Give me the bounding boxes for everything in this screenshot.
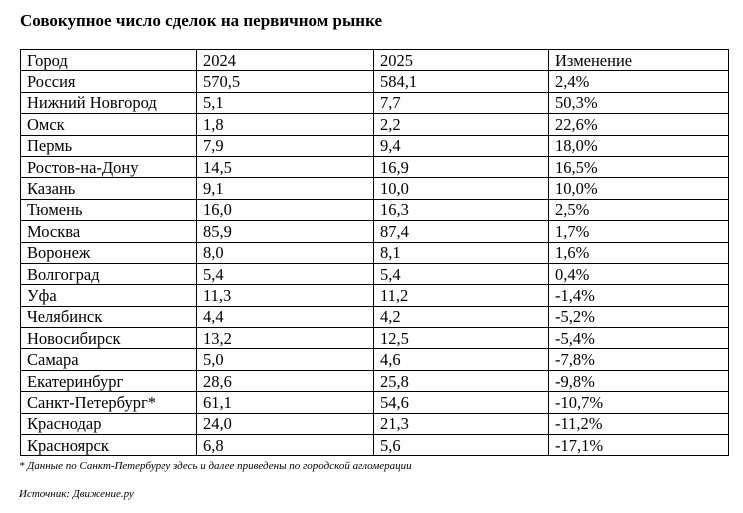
cell-city: Новосибирск xyxy=(21,328,197,349)
cell-year-2025: 21,3 xyxy=(374,413,549,434)
cell-change: 10,0% xyxy=(549,178,729,199)
cell-change: 2,5% xyxy=(549,199,729,220)
cell-year-2024: 11,3 xyxy=(197,285,374,306)
cell-year-2024: 1,8 xyxy=(197,114,374,135)
cell-city: Омск xyxy=(21,114,197,135)
table-row xyxy=(21,349,729,370)
deals-table xyxy=(20,49,729,456)
cell-change: 1,7% xyxy=(549,221,729,242)
cell-city: Красноярск xyxy=(21,435,197,456)
cell-city: Москва xyxy=(21,221,197,242)
cell-year-2024: 24,0 xyxy=(197,413,374,434)
cell-year-2025: 16,9 xyxy=(374,156,549,177)
header-cell-change: Изменение xyxy=(549,50,729,71)
table-row xyxy=(21,92,729,113)
cell-change: 16,5% xyxy=(549,156,729,177)
cell-year-2025: 25,8 xyxy=(374,370,549,391)
cell-year-2025: 16,3 xyxy=(374,199,549,220)
table-row xyxy=(21,242,729,263)
cell-year-2024: 9,1 xyxy=(197,178,374,199)
cell-year-2025: 4,6 xyxy=(374,349,549,370)
cell-year-2025: 8,1 xyxy=(374,242,549,263)
cell-year-2025: 4,2 xyxy=(374,306,549,327)
cell-year-2024: 7,9 xyxy=(197,135,374,156)
table-row xyxy=(21,221,729,242)
table-row xyxy=(21,392,729,413)
cell-city: Челябинск xyxy=(21,306,197,327)
cell-city: Уфа xyxy=(21,285,197,306)
cell-year-2024: 5,0 xyxy=(197,349,374,370)
cell-year-2024: 28,6 xyxy=(197,370,374,391)
cell-city: Ростов-на-Дону xyxy=(21,156,197,177)
cell-year-2025: 2,2 xyxy=(374,114,549,135)
cell-city: Екатеринбург xyxy=(21,370,197,391)
cell-change: 1,6% xyxy=(549,242,729,263)
cell-year-2025: 5,6 xyxy=(374,435,549,456)
cell-year-2024: 85,9 xyxy=(197,221,374,242)
cell-city: Воронеж xyxy=(21,242,197,263)
cell-city: Нижний Новгород xyxy=(21,92,197,113)
cell-change: -17,1% xyxy=(549,435,729,456)
table-row xyxy=(21,71,729,92)
cell-year-2025: 10,0 xyxy=(374,178,549,199)
cell-year-2024: 570,5 xyxy=(197,71,374,92)
cell-year-2025: 9,4 xyxy=(374,135,549,156)
table-header-row xyxy=(21,50,729,71)
cell-change: -9,8% xyxy=(549,370,729,391)
cell-year-2024: 14,5 xyxy=(197,156,374,177)
cell-city: Казань xyxy=(21,178,197,199)
table-row xyxy=(21,114,729,135)
table-row xyxy=(21,370,729,391)
cell-change: -5,2% xyxy=(549,306,729,327)
cell-year-2025: 12,5 xyxy=(374,328,549,349)
cell-city: Тюмень xyxy=(21,199,197,220)
cell-year-2025: 584,1 xyxy=(374,71,549,92)
cell-city: Санкт-Петербург* xyxy=(21,392,197,413)
document-title: Совокупное число сделок на первичном рынке xyxy=(20,11,382,30)
cell-year-2024: 13,2 xyxy=(197,328,374,349)
table-row xyxy=(21,285,729,306)
cell-year-2024: 4,4 xyxy=(197,306,374,327)
cell-city: Пермь xyxy=(21,135,197,156)
header-cell-year-2025: 2025 xyxy=(374,50,549,71)
table-row xyxy=(21,156,729,177)
cell-change: 22,6% xyxy=(549,114,729,135)
cell-change: -5,4% xyxy=(549,328,729,349)
table-row xyxy=(21,263,729,284)
cell-change: 2,4% xyxy=(549,71,729,92)
cell-year-2025: 11,2 xyxy=(374,285,549,306)
source-note: Источник: Движение.ру xyxy=(19,488,134,500)
cell-city: Самара xyxy=(21,349,197,370)
cell-year-2025: 7,7 xyxy=(374,92,549,113)
cell-year-2025: 87,4 xyxy=(374,221,549,242)
table-row xyxy=(21,178,729,199)
cell-change: -1,4% xyxy=(549,285,729,306)
header-cell-city: Город xyxy=(21,50,197,71)
cell-change: -11,2% xyxy=(549,413,729,434)
cell-city: Волгоград xyxy=(21,263,197,284)
table-row xyxy=(21,435,729,456)
cell-year-2024: 6,8 xyxy=(197,435,374,456)
cell-change: 50,3% xyxy=(549,92,729,113)
cell-year-2024: 8,0 xyxy=(197,242,374,263)
cell-year-2024: 5,1 xyxy=(197,92,374,113)
header-cell-year-2024: 2024 xyxy=(197,50,374,71)
cell-change: -7,8% xyxy=(549,349,729,370)
cell-year-2024: 16,0 xyxy=(197,199,374,220)
table-row xyxy=(21,306,729,327)
cell-year-2024: 61,1 xyxy=(197,392,374,413)
cell-change: -10,7% xyxy=(549,392,729,413)
table-row xyxy=(21,413,729,434)
cell-change: 18,0% xyxy=(549,135,729,156)
table-row xyxy=(21,135,729,156)
cell-year-2025: 54,6 xyxy=(374,392,549,413)
cell-year-2024: 5,4 xyxy=(197,263,374,284)
footnote: * Данные по Санкт-Петербургу здесь и далее приведены по городской агломерации xyxy=(19,460,412,472)
table-row xyxy=(21,328,729,349)
cell-city: Россия xyxy=(21,71,197,92)
cell-city: Краснодар xyxy=(21,413,197,434)
cell-change: 0,4% xyxy=(549,263,729,284)
cell-year-2025: 5,4 xyxy=(374,263,549,284)
table-body xyxy=(21,50,729,456)
table-row xyxy=(21,199,729,220)
